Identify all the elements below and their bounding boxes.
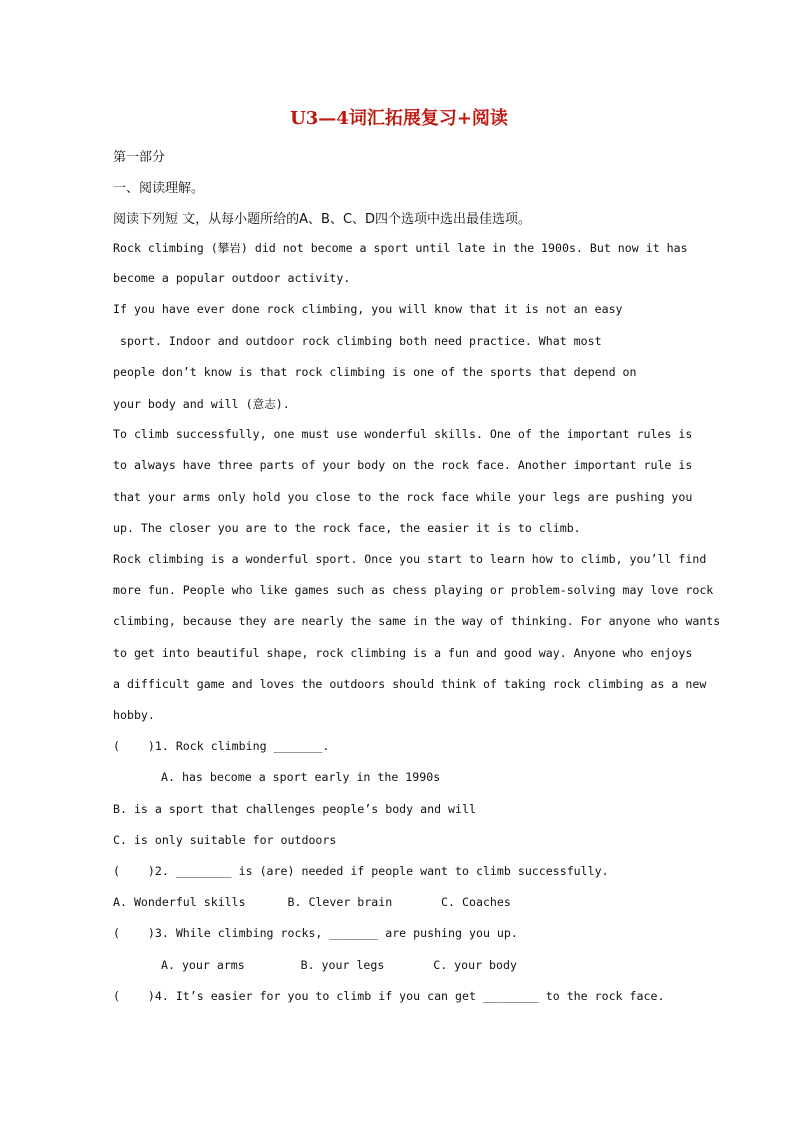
question-option: C. is only suitable for outdoors <box>113 833 337 847</box>
passage-line: your body and will (意志). <box>113 397 290 411</box>
passage-line: to always have three parts of your body on the rock face. Another important rule is <box>113 458 693 472</box>
document-title: U3—4词汇拓展复习+阅读 <box>290 108 508 129</box>
passage-line: To climb successfully, one must use wonderful skills. One of the important rules is <box>113 427 693 441</box>
instruction-text: 阅读下列短 文，从每小题所给的A、B、C、D四个选项中选出最佳选项。 <box>113 212 532 227</box>
question-option: B. is a sport that challenges people’s body and will <box>113 802 476 816</box>
question-option: A. your arms B. your legs C. your body <box>161 958 517 972</box>
question-option: A. has become a sport early in the 1990s <box>161 770 441 784</box>
question-stem: ( )2. ________ is (are) needed if people want to climb successfully. <box>113 864 609 878</box>
section-heading: 一、阅读理解。 <box>113 181 205 196</box>
passage-line: that your arms only hold you close to the rock face while your legs are pushing you <box>113 490 693 504</box>
passage-line: If you have ever done rock climbing, you will know that it is not an easy <box>113 302 623 316</box>
passage-line: hobby. <box>113 708 155 722</box>
question-stem: ( )3. While climbing rocks, _______ are pushing you up. <box>113 926 518 940</box>
passage-line: become a popular outdoor activity. <box>113 271 351 285</box>
question-option: A. Wonderful skills B. Clever brain C. Coaches <box>113 895 511 909</box>
passage-line: more fun. People who like games such as chess playing or problem-solving may love rock <box>113 583 714 597</box>
passage-line: Rock climbing (攀岩) did not become a sport until late in the 1900s. But now it has <box>113 241 688 255</box>
passage-line: climbing, because they are nearly the same in the way of thinking. For anyone who wants <box>113 614 721 628</box>
passage-line: Rock climbing is a wonderful sport. Once you start to learn how to climb, you’ll find <box>113 552 707 566</box>
part-heading: 第一部分 <box>113 150 166 165</box>
question-stem: ( )1. Rock climbing _______. <box>113 739 330 753</box>
passage-line: up. The closer you are to the rock face, the easier it is to climb. <box>113 521 581 535</box>
passage-line: people don’t know is that rock climbing is one of the sports that depend on <box>113 365 637 379</box>
passage-line: sport. Indoor and outdoor rock climbing both need practice. What most <box>113 334 602 348</box>
passage-line: a difficult game and loves the outdoors should think of taking rock climbing as a new <box>113 677 707 691</box>
passage-line: to get into beautiful shape, rock climbing is a fun and good way. Anyone who enjoys <box>113 646 693 660</box>
question-stem: ( )4. It’s easier for you to climb if you can get ________ to the rock face. <box>113 989 665 1003</box>
